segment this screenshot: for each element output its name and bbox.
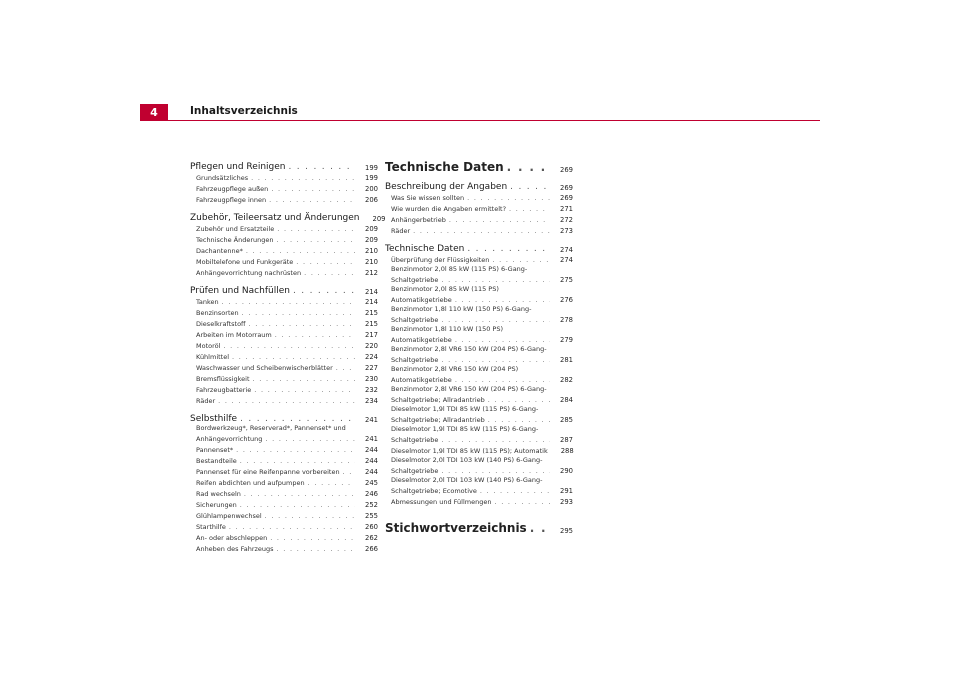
toc-item-label: Kühlmittel [196, 353, 230, 361]
toc-item[interactable] [196, 433, 378, 444]
page-ref: 276 [560, 296, 573, 304]
toc-item-label-line: Dieselmotor 2,0l TDI 103 kW (140 PS) 6-Gang- [391, 476, 543, 484]
toc-section-heading[interactable] [190, 408, 378, 424]
toc-item[interactable] [196, 373, 378, 384]
toc-item[interactable] [196, 532, 378, 543]
page-ref: 282 [560, 376, 573, 384]
toc-item-label: Fahrzeugbatterie [196, 386, 252, 394]
toc-item[interactable] [196, 351, 378, 362]
toc-item[interactable] [391, 445, 573, 456]
toc-section-heading[interactable] [190, 280, 378, 296]
page-ref: 293 [560, 498, 573, 506]
toc-right-column [385, 154, 573, 537]
toc-item-label: Schaltgetriebe [391, 276, 439, 284]
toc-item[interactable] [391, 334, 573, 345]
page-ref: 281 [560, 356, 573, 364]
toc-subentries [190, 424, 378, 554]
toc-subentries [190, 296, 378, 406]
toc-item[interactable] [391, 394, 573, 405]
toc-item-label: Anhängevorrichtung [196, 435, 263, 443]
section-title: Zubehör, Teileersatz und Änderungen [190, 213, 360, 223]
toc-item-label: Grundsätzliches [196, 174, 249, 182]
toc-item-label: Bestandteile [196, 457, 237, 465]
page-ref: 209 [372, 215, 386, 223]
toc-subentries [190, 223, 378, 278]
toc-item-label: Automatikgetriebe [391, 336, 452, 344]
toc-chapter-stichwortverzeichnis[interactable] [385, 515, 573, 535]
toc-item-label: An- oder abschleppen [196, 534, 268, 542]
toc-item-label-line: Benzinmotor 1,8l 110 kW (150 PS) 6-Gang- [391, 305, 532, 313]
page-ref: 200 [365, 185, 378, 193]
page-ref: 269 [560, 194, 573, 202]
page-ref: 210 [365, 258, 378, 266]
page-ref: 290 [560, 467, 573, 475]
page-ref: 244 [365, 457, 378, 465]
toc-item[interactable] [196, 183, 378, 194]
toc-item-label: Fahrzeugpflege innen [196, 196, 267, 204]
toc-item-label: Dachantenne* [196, 247, 243, 255]
toc-section [190, 207, 386, 278]
toc-item-label: Zubehör und Ersatzteile [196, 225, 275, 233]
toc-item-label: Schaltgetriebe [391, 467, 439, 475]
toc-item-label: Waschwasser und Scheibenwischerblätter [196, 364, 333, 372]
page-ref: 279 [560, 336, 573, 344]
toc-item-label-line: Dieselmotor 1,9l TDI 85 kW (115 PS) 6-Gang- [391, 405, 539, 413]
toc-item[interactable] [196, 267, 378, 278]
toc-item[interactable] [196, 521, 378, 532]
page-ref: 272 [560, 216, 573, 224]
page-ref: 199 [365, 164, 378, 172]
toc-item[interactable] [391, 192, 573, 203]
page-ref: 210 [365, 247, 378, 255]
page-ref: 274 [560, 246, 573, 254]
page-ref: 269 [560, 166, 573, 174]
page-ref: 262 [365, 534, 378, 542]
toc-item-label: Rad wechseln [196, 490, 241, 498]
toc-item-label: Automatikgetriebe [391, 296, 452, 304]
toc-item[interactable] [196, 384, 378, 395]
toc-item[interactable] [196, 172, 378, 183]
toc-item[interactable] [391, 414, 573, 425]
page-ref: 245 [365, 479, 378, 487]
page-header [140, 104, 820, 121]
chapter-title: Technische Daten [385, 160, 504, 174]
toc-item-label: Schaltgetriebe; Allradantrieb [391, 416, 485, 424]
toc-section-heading[interactable] [385, 238, 573, 254]
toc-item[interactable] [196, 245, 378, 256]
page-ref: 215 [365, 320, 378, 328]
toc-item-label-line: Bordwerkzeug*, Reserverad*, Pannenset* und [196, 424, 346, 432]
toc-section [385, 238, 573, 507]
section-title: Pflegen und Reinigen [190, 162, 286, 172]
toc-item[interactable] [391, 274, 573, 285]
toc-item-label: Schaltgetriebe [391, 356, 439, 364]
toc-item[interactable] [391, 225, 573, 236]
page-ref: 206 [365, 196, 378, 204]
toc-item-label: Automatikgetriebe [391, 376, 452, 384]
toc-item-label: Wie wurden die Angaben ermittelt? [391, 205, 507, 213]
toc-section [190, 408, 378, 554]
toc-item[interactable] [196, 194, 378, 205]
toc-item-label-line: Benzinmotor 2,8l VR6 150 kW (204 PS) 6-Gang- [391, 345, 547, 353]
page-ref: 232 [365, 386, 378, 394]
toc-section [385, 176, 573, 236]
toc-section [190, 156, 378, 205]
toc-item-label-line: Benzinmotor 2,8l VR6 150 kW (204 PS) [391, 365, 519, 373]
toc-chapter-technische-daten[interactable] [385, 154, 573, 174]
toc-subentries [190, 172, 378, 205]
page-ref: 266 [365, 545, 378, 553]
toc-section-heading[interactable] [190, 156, 378, 172]
toc-item-label-line: Benzinmotor 2,0l 85 kW (115 PS) [391, 285, 499, 293]
toc-left-column [190, 154, 386, 554]
toc-item[interactable] [391, 294, 573, 305]
toc-item-label: Dieselmotor 1,9l TDI 85 kW (115 PS); Automatik [391, 447, 548, 455]
toc-item-label-line: Benzinmotor 2,0l 85 kW (115 PS) 6-Gang- [391, 265, 528, 273]
toc-item[interactable] [391, 374, 573, 385]
toc-item-label: Schaltgetriebe [391, 316, 439, 324]
toc-item-label: Anhängevorrichtung nachrüsten [196, 269, 302, 277]
page-ref: 295 [560, 527, 573, 535]
page-ref: 274 [560, 256, 573, 264]
toc-item-label: Fahrzeugpflege außen [196, 185, 269, 193]
toc-item-label: Arbeiten im Motorraum [196, 331, 272, 339]
toc-item[interactable] [391, 254, 573, 265]
toc-item-label-line: Dieselmotor 2,0l TDI 103 kW (140 PS) 6-Gang- [391, 456, 543, 464]
page-ref: 278 [560, 316, 573, 324]
toc-item-label: Abmessungen und Füllmengen [391, 498, 492, 506]
section-title: Prüfen und Nachfüllen [190, 286, 290, 296]
toc-item-label: Räder [196, 397, 216, 405]
page-number: 4 [140, 104, 168, 120]
toc-item[interactable] [391, 496, 573, 507]
page-ref: 224 [365, 353, 378, 361]
toc-item-label: Schaltgetriebe; Ecomotive [391, 487, 477, 495]
toc-item-label: Schaltgetriebe; Allradantrieb [391, 396, 485, 404]
toc-item-label: Anhängerbetrieb [391, 216, 446, 224]
page-ref: 285 [560, 416, 573, 424]
toc-section-heading[interactable] [385, 176, 573, 192]
section-title: Technische Daten [385, 244, 465, 254]
page-ref: 287 [560, 436, 573, 444]
toc-item-label: Was Sie wissen sollten [391, 194, 465, 202]
page-ref: 269 [560, 184, 573, 192]
page-ref: 215 [365, 309, 378, 317]
toc-item-label: Anheben des Fahrzeugs [196, 545, 274, 553]
toc-subentries [385, 254, 573, 507]
toc-item[interactable] [391, 314, 573, 325]
toc-item-label: Benzinsorten [196, 309, 239, 317]
chapter-title: Stichwortverzeichnis [385, 521, 527, 535]
toc-item-label: Pannenset für eine Reifenpanne vorbereiten [196, 468, 340, 476]
toc-item[interactable] [391, 203, 573, 214]
page-ref: 252 [365, 501, 378, 509]
page-ref: 273 [560, 227, 573, 235]
toc-item[interactable] [196, 256, 378, 267]
page-ref: 217 [365, 331, 378, 339]
toc-item-label: Überprüfung der Flüssigkeiten [391, 256, 490, 264]
toc-item[interactable] [196, 444, 378, 455]
toc-item[interactable] [196, 362, 378, 373]
toc-subentries [385, 192, 573, 236]
toc-item[interactable] [391, 434, 573, 445]
toc-item[interactable] [196, 395, 378, 406]
toc-item-label: Mobiltelefone und Funkgeräte [196, 258, 294, 266]
section-title: Beschreibung der Angaben [385, 182, 508, 192]
page-ref: 246 [365, 490, 378, 498]
toc-item[interactable] [391, 485, 573, 496]
toc-item[interactable] [196, 340, 378, 351]
toc-item-label: Dieselkraftstoff [196, 320, 246, 328]
toc-item-label: Technische Änderungen [196, 236, 274, 244]
page-ref: 220 [365, 342, 378, 350]
toc-item[interactable] [391, 465, 573, 476]
page-ref: 230 [365, 375, 378, 383]
toc-item-label: Sicherungen [196, 501, 237, 509]
page-ref: 260 [365, 523, 378, 531]
toc-item-label: Reifen abdichten und aufpumpen [196, 479, 305, 487]
toc-item[interactable] [196, 543, 378, 554]
page-ref: 244 [365, 468, 378, 476]
toc-item-label: Schaltgetriebe [391, 436, 439, 444]
toc-item[interactable] [196, 223, 378, 234]
page-ref: 288 [560, 447, 574, 455]
page-ref: 241 [365, 435, 378, 443]
toc-item[interactable] [196, 477, 378, 488]
page-ref: 284 [560, 396, 573, 404]
toc-item[interactable] [196, 234, 378, 245]
page-ref: 291 [560, 487, 573, 495]
toc-item-label: Glühlampenwechsel [196, 512, 262, 520]
page-ref: 209 [365, 236, 378, 244]
page-ref: 255 [365, 512, 378, 520]
toc-item[interactable] [196, 296, 378, 307]
toc-item-label: Bremsflüssigkeit [196, 375, 250, 383]
header-title: Inhaltsverzeichnis [190, 105, 298, 117]
toc-item-label: Pannenset* [196, 446, 234, 454]
toc-item-label-line: Benzinmotor 2,8l VR6 150 kW (204 PS) 6-Gang- [391, 385, 547, 393]
toc-item[interactable] [196, 488, 378, 499]
page-ref: 209 [365, 225, 378, 233]
toc-item-label: Räder [391, 227, 411, 235]
toc-item[interactable] [196, 466, 378, 477]
toc-item-label-line: Dieselmotor 1,9l TDI 85 kW (115 PS) 6-Gang- [391, 425, 539, 433]
toc-item[interactable] [196, 329, 378, 340]
toc-item[interactable] [391, 354, 573, 365]
toc-item[interactable] [196, 307, 378, 318]
page-ref: 214 [365, 298, 378, 306]
page-ref: 234 [365, 397, 378, 405]
toc-item[interactable] [196, 499, 378, 510]
page-ref: 214 [365, 288, 378, 296]
toc-item[interactable] [196, 455, 378, 466]
toc-item-label: Tanken [196, 298, 219, 306]
toc-item[interactable] [196, 318, 378, 329]
toc-item-label: Starthilfe [196, 523, 226, 531]
toc-item[interactable] [391, 214, 573, 225]
toc-section [190, 280, 378, 406]
page-ref: 241 [365, 416, 378, 424]
page-ref: 227 [365, 364, 378, 372]
section-title: Selbsthilfe [190, 414, 238, 424]
page-ref: 212 [365, 269, 378, 277]
page-ref: 271 [560, 205, 573, 213]
toc-item-label: Motoröl [196, 342, 221, 350]
page-ref: 275 [560, 276, 573, 284]
page-ref: 199 [365, 174, 378, 182]
toc-item-label-line: Benzinmotor 1,8l 110 kW (150 PS) [391, 325, 504, 333]
toc-section-heading[interactable] [190, 207, 386, 223]
toc-item[interactable] [196, 510, 378, 521]
page-ref: 244 [365, 446, 378, 454]
